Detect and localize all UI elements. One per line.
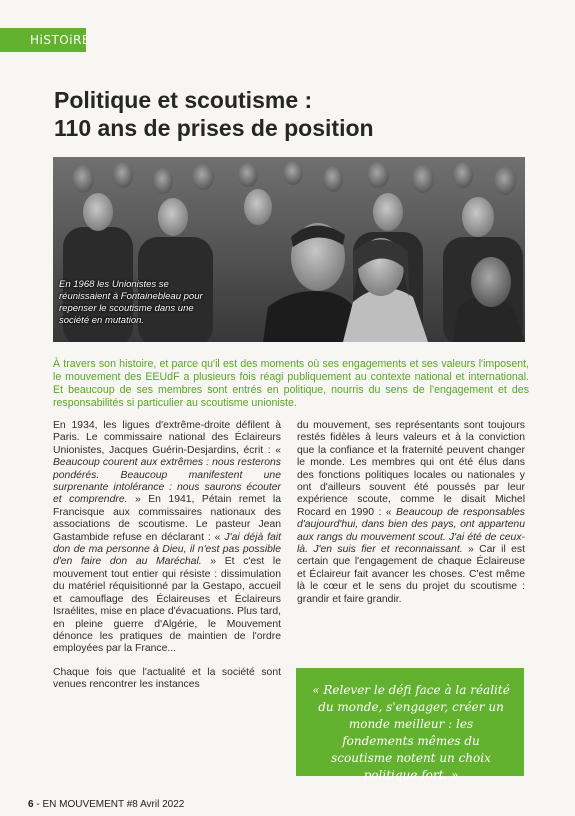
left-p1-quote-gastambide: J'ai déjà fait don de ma personne à Dieu, il n'est pas possible d'en faire don au Maréchal.	[53, 531, 281, 568]
pull-quote: « Relever le défi face à la réalité du monde, s'engager, créer un monde meilleur : les fondements mêmes du scoutisme notent un choix politique fort. »	[296, 668, 524, 776]
right-p1-text-b: » Car il est certain que l'engagement de chaque Éclaireuse et Éclaireur fait avancer les choses. C'est même là le cœur et le sens du projet du scoutisme : grandir et faire grandir.	[297, 544, 525, 605]
article-intro: À travers son histoire, et parce qu'il est des moments où ses engagements et ses valeurs l'imposent, le mouvement des EEUdF a plusieurs fois réagi publiquement au contexte national et international. Et beaucoup de ses membres sont entrés en politique, nourris du sens de l'engagement et des responsabilités si particulier au scoutisme unioniste.	[53, 358, 529, 409]
article-title	[54, 86, 534, 142]
photo-caption: En 1968 les Unionistes se réunissaient à Fontainebleau pour repenser le scoutisme dans une société en mutation.	[59, 279, 203, 326]
left-p1-quote-guerin: Beaucoup courent aux extrêmes : nous resterons pondérés. Beaucoup manifestent une surprenante intolérance : nous saurons écouter et comprendre.	[53, 457, 281, 506]
article-photo	[53, 157, 525, 342]
right-p1-quote-rocard: Beaucoup de responsables d'aujourd'hui, dans bien des pays, ont appartenu aux rangs du mouvement scout. J'ai été de ceux-là. J'en suis fier et reconnaissant.	[297, 506, 526, 556]
section-tag: HiSTOiRE	[0, 28, 86, 52]
footer-text: - EN MOUVEMENT #8 Avril 2022	[33, 799, 185, 810]
article-column-left	[53, 420, 281, 703]
left-p1-text-c: » Et c'est le mouvement tout entier qui résiste : dissimulation du matériel réquisitionné par la Gestapo, accueil et camouflage des Éclaireuses et Éclaireurs Israélites, mise en place d'évacuations. Plus tard, en pleine guerre d'Algérie, le Mouvement dénonce les pratiques de maintien de l'ordre employées par la France...	[53, 556, 281, 655]
left-p1-text-a: En 1934, les ligues d'extrême-droite défilent à Paris. Le commissaire national des Éclaireurs Unionistes, Jacques Guérin-Desjardins, écrit : «	[53, 420, 281, 456]
page-footer	[28, 799, 184, 810]
left-paragraph-1	[53, 420, 281, 656]
article-column-right	[297, 420, 525, 617]
title-line-1: Politique et scoutisme :	[54, 87, 313, 113]
left-p1-text-b: » En 1941, Pétain remet la Francisque aux commissaires nationaux des associations de scoutisme. Le pasteur Jean Gastambide refuse en déclarant : «	[53, 494, 281, 543]
title-line-2: 110 ans de prises de position	[54, 115, 374, 141]
left-paragraph-2: Chaque fois que l'actualité et la société sont venues rencontrer les instances	[53, 666, 281, 691]
right-p1-text-a: du mouvement, ses représentants sont toujours restés fidèles à leurs valeurs et à la conviction que la confiance et la fraternité peuvent changer le monde. Les membres qui ont été élus dans des fonctions politiques locales ou nationales y ont d'ailleurs souvent été poussés par leur expérience scoute, comme le disait Michel Rocard en 1990 : «	[297, 420, 525, 518]
right-paragraph-1	[297, 420, 525, 606]
page-number: 6	[28, 799, 34, 810]
